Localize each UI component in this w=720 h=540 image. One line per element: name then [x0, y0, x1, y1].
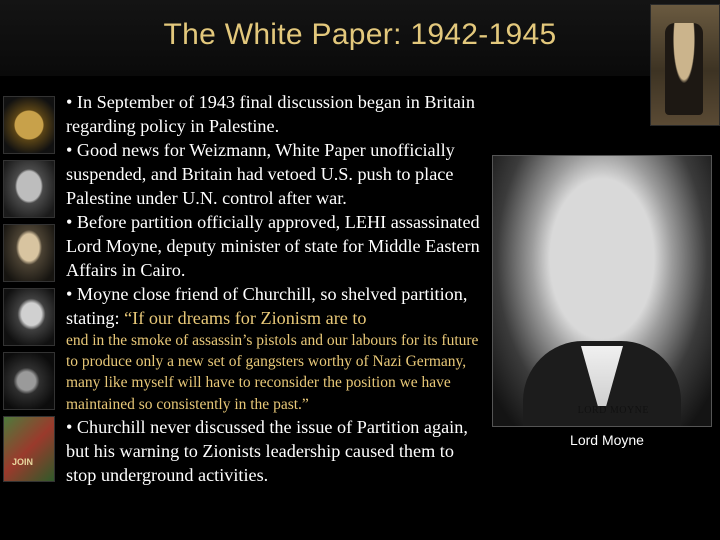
- bullet: • In September of 1943 final discussion began in Britain regarding policy in Palestine.: [66, 92, 475, 136]
- quote-bullet-lead: • Moyne close friend of Churchill, so shelved partition, stating:: [66, 284, 468, 328]
- poster-text: JOIN: [12, 457, 34, 467]
- poster-thumbnail: [3, 416, 55, 482]
- bullet: • Good news for Weizmann, White Paper unofficially suspended, and Britain had vetoed U.S. push to place Palestine under U.N. control after war.: [66, 140, 455, 208]
- bullet: • Before partition officially approved, LEHI assassinated Lord Moyne, deputy minister of state for Middle Eastern Affairs in Cairo.: [66, 212, 480, 280]
- left-image-strip: [0, 96, 58, 516]
- bullet: • Churchill never discussed the issue of Partition again, but his warning to Zionists leadership caused them to stop underground activities.: [66, 416, 468, 485]
- portrait-thumbnail: [3, 160, 55, 218]
- lord-moyne-photo: [492, 155, 712, 427]
- portrait-thumbnail: [3, 224, 55, 282]
- star-of-david-badge-icon: [3, 96, 55, 154]
- photo-inscription: LORD MOYNE: [577, 405, 649, 416]
- quote-text: end in the smoke of assassin’s pistols and our labours for its future to produce only a new set of gangsters worthy of Nazi Germany, many like myself will have to reconsider the position we have maintained so consistently in the past.”: [66, 332, 479, 413]
- quote-first-line: “If our dreams for Zionism are to: [124, 308, 367, 328]
- slide-body: [66, 90, 486, 487]
- portrait-thumbnail: [3, 288, 55, 346]
- quote-bullet: [66, 282, 486, 330]
- slide-title: The White Paper: 1942-1945: [163, 18, 557, 51]
- photo-caption: Lord Moyne: [570, 432, 644, 448]
- child-figure: [665, 23, 703, 115]
- child-photo: [650, 4, 720, 126]
- portrait-thumbnail: [3, 352, 55, 410]
